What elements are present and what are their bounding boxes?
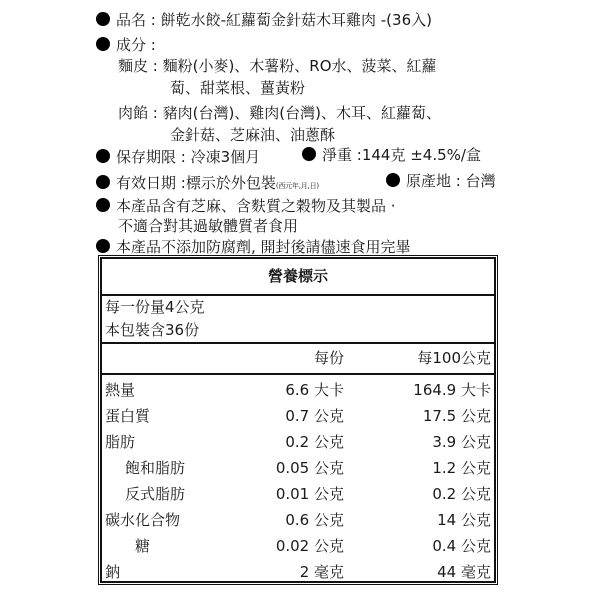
expiry-format: (西元年,月,日) [275, 182, 319, 190]
nutrient-rows [102, 375, 494, 585]
nutrient-name: 飽和脂肪 [125, 459, 186, 477]
net-weight-line [302, 145, 481, 165]
servings-per-package: 本包裝含36份 [105, 321, 200, 339]
per-serving-value: 2 毫克 [299, 563, 344, 581]
per-100g-value: 0.2 公克 [432, 485, 491, 503]
table-row [102, 533, 494, 559]
table-row [102, 429, 494, 455]
shelf-life-line [96, 147, 260, 167]
allergen-2: 不適合對其過敏體質者食用 [118, 217, 299, 235]
expiry: 有效日期 :標示於外包裝 [116, 174, 276, 192]
nutrient-name: 蛋白質 [105, 407, 151, 425]
net-weight: 淨重 :144克 ±4.5%/盒 [322, 146, 481, 164]
nutrition-title: 營養標示 [102, 259, 494, 296]
per-serving-value: 0.6 公克 [285, 511, 344, 529]
nutrient-name: 碳水化合物 [105, 511, 181, 529]
nutrient-name: 糖 [135, 537, 151, 555]
bullet-icon [96, 149, 110, 163]
per-100g-value: 0.4 公克 [432, 537, 491, 555]
per-100g-value: 44 毫克 [437, 563, 491, 581]
per-serving-value: 0.2 公克 [285, 433, 344, 451]
bullet-icon [302, 147, 316, 161]
bullet-icon [96, 175, 110, 189]
allergen-line [96, 196, 396, 216]
per-100g-value: 3.9 公克 [432, 433, 491, 451]
serving-size: 每一份量4公克 [105, 298, 205, 316]
table-row [102, 507, 494, 533]
table-row [102, 559, 494, 585]
table-row [102, 455, 494, 481]
per-100g-value: 164.9 大卡 [413, 381, 491, 399]
shelf-life: 保存期限 : 冷凍3個月 [116, 148, 261, 166]
per-serving-value: 0.05 公克 [275, 459, 344, 477]
per-serving-value: 0.02 公克 [275, 537, 344, 555]
per-100g-value: 17.5 公克 [422, 407, 491, 425]
bullet-icon [96, 239, 110, 253]
nutrient-name: 脂肪 [105, 433, 136, 451]
header-per-serving: 每份 [313, 349, 344, 367]
preservative-line [96, 237, 411, 257]
per-100g-value: 14 公克 [437, 511, 491, 529]
nutrient-name: 反式脂肪 [125, 485, 186, 503]
ingredients-label: 成分 : [116, 36, 156, 54]
product-name: 品名 : 餅乾水餃-紅蘿蔔金針菇木耳雞肉 -(36入) [116, 11, 432, 29]
per-serving-value: 6.6 大卡 [285, 381, 344, 399]
table-row [102, 377, 494, 403]
origin: 原產地 : 台灣 [406, 172, 496, 190]
filling-ingredients-2: 金針菇、芝麻油、油蔥酥 [170, 126, 336, 144]
filling-ingredients-1: 肉餡 : 豬肉(台灣)、雞肉(台灣)、木耳、紅蘿蔔、 [118, 104, 442, 122]
serving-info [102, 296, 494, 344]
allergen-1: 本產品含有芝麻、含麩質之穀物及其製品 · [116, 197, 396, 215]
table-row [102, 481, 494, 507]
per-100g-value: 1.2 公克 [432, 459, 491, 477]
wrapper-ingredients-2: 蔔、甜菜根、薑黃粉 [170, 79, 306, 97]
wrapper-ingredients-1: 麵皮 : 麵粉(小麥)、木薯粉、RO水、菠菜、紅蘿 [118, 57, 437, 75]
table-row [102, 403, 494, 429]
bullet-icon [96, 37, 110, 51]
bullet-icon [96, 198, 110, 212]
product-name-line [96, 10, 432, 30]
nutrient-name: 鈉 [105, 563, 121, 581]
preservative: 本產品不添加防腐劑, 開封後請儘速食用完畢 [116, 238, 411, 256]
expiry-line [96, 173, 319, 196]
column-headers [102, 344, 494, 375]
per-serving-value: 0.01 公克 [275, 485, 344, 503]
header-per-100g: 每100公克 [417, 349, 491, 367]
ingredients-label-line [96, 35, 156, 55]
bullet-icon [386, 173, 400, 187]
nutrient-name: 熱量 [105, 381, 136, 399]
origin-line [386, 171, 496, 191]
per-serving-value: 0.7 公克 [285, 407, 344, 425]
bullet-icon [96, 12, 110, 26]
nutrition-table [100, 257, 496, 583]
